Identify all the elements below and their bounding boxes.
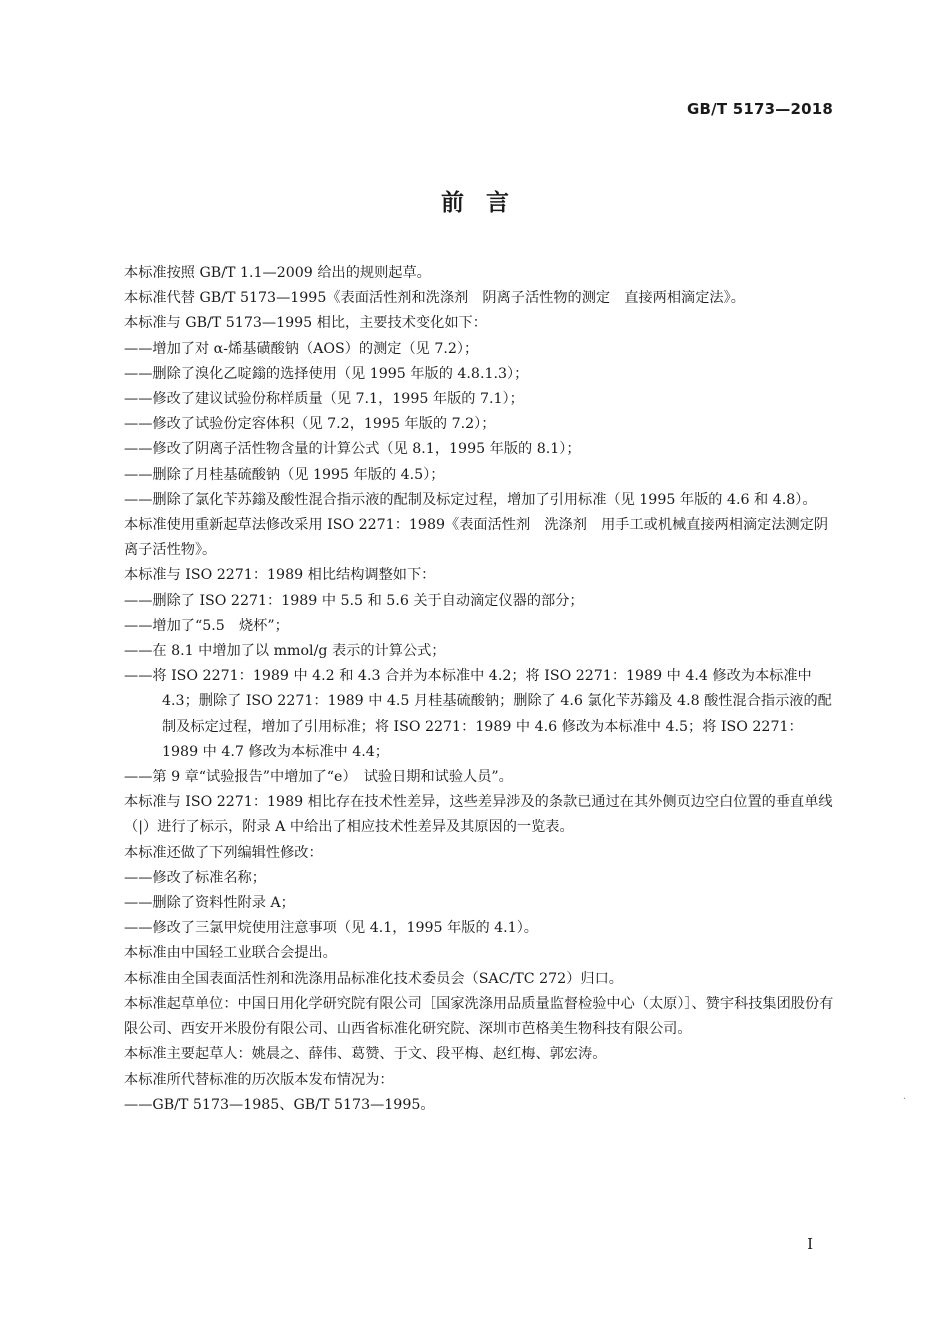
list-item: ——修改了建议试验份称样质量（见 7.1，1995 年版的 7.1）； bbox=[124, 391, 524, 408]
paragraph: 本标准与 ISO 2271：1989 相比结构调整如下： bbox=[124, 567, 436, 584]
list-item: ——删除了月桂基硫酸钠（见 1995 年版的 4.5）； bbox=[124, 466, 445, 483]
list-item: ——第 9 章“试验报告”中增加了“e） 试验日期和试验人员”。 bbox=[124, 769, 513, 786]
paragraph: 本标准还做了下列编辑性修改： bbox=[124, 844, 323, 861]
paragraph: 本标准按照 GB/T 1.1—2009 给出的规则起草。 bbox=[124, 265, 431, 281]
list-item: ——GB/T 5173—1985、GB/T 5173—1995。 bbox=[124, 1096, 435, 1113]
foreword-body bbox=[124, 261, 836, 1118]
list-item: ——增加了对 α-烯基磺酸钠（AOS）的测定（见 7.2）； bbox=[124, 340, 479, 357]
paragraph: 本标准起草单位：中国日用化学研究院有限公司［国家洗涤用品质量监督检验中心（太原）］、赞宇科技集团股份有限公司、西安开米股份有限公司、山西省标准化研究院、深圳市芭格美生物科技有限公司。 bbox=[124, 995, 834, 1038]
paragraph: 本标准由中国轻工业联合会提出。 bbox=[124, 945, 337, 962]
standard-code: GB/T 5173—2018 bbox=[687, 100, 833, 118]
paragraph: 本标准使用重新起草法修改采用 ISO 2271：1989《表面活性剂 洗涤剂 用手工或机械直接两相滴定法测定阴离子活性物》。 bbox=[124, 517, 829, 559]
list-item: ——删除了 ISO 2271：1989 中 5.5 和 5.6 关于自动滴定仪器的部分； bbox=[124, 592, 584, 609]
list-item: ——删除了氯化苄苏鎓及酸性混合指示液的配制及标定过程，增加了引用标准（见 1995 年版的 4.6 和 4.8）。 bbox=[124, 491, 817, 508]
scan-mark: · bbox=[902, 1094, 906, 1105]
paragraph: 本标准与 GB/T 5173—1995 相比，主要技术变化如下： bbox=[124, 315, 487, 332]
list-item: ——增加了“5.5 烧杯”； bbox=[124, 617, 289, 634]
list-item: ——修改了试验份定容体积（见 7.2，1995 年版的 7.2）； bbox=[124, 416, 496, 433]
list-item: ——修改了三氯甲烷使用注意事项（见 4.1，1995 年版的 4.1）。 bbox=[124, 920, 538, 937]
paragraph: 本标准由全国表面活性剂和洗涤用品标准化技术委员会（SAC/TC 272）归口。 bbox=[124, 970, 623, 987]
list-item: ——将 ISO 2271：1989 中 4.2 和 4.3 合并为本标准中 4.2；将 ISO 2271：1989 中 4.4 修改为本标准中 4.3；删除了 ISO 2271：1989 中 4.5 月桂基硫酸钠；删除了 4.6 氯化苄苏鎓及 4.8 酸性混合指示液的配制及标定过程，增加了引用标准；将 ISO 2271：1989 中 4.6 修改为本标准中 4.5；将 ISO 2271：1989 中 4.7 修改为本标准中 4.4； bbox=[124, 668, 832, 760]
list-item: ——修改了标准名称； bbox=[124, 869, 266, 886]
list-item: ——在 8.1 中增加了以 mmol/g 表示的计算公式； bbox=[124, 643, 446, 660]
paragraph: 本标准与 ISO 2271：1989 相比存在技术性差异，这些差异涉及的条款已通过在其外侧页边空白位置的垂直单线（|）进行了标示，附录 A 中给出了相应技术性差异及其原因的一览表。 bbox=[124, 794, 833, 836]
page-number: I bbox=[807, 1235, 813, 1253]
list-item: ——修改了阴离子活性物含量的计算公式（见 8.1，1995 年版的 8.1）； bbox=[124, 441, 581, 458]
paragraph: 本标准代替 GB/T 5173—1995《表面活性剂和洗涤剂 阴离子活性物的测定 直接两相滴定法》。 bbox=[124, 290, 745, 307]
page-title: 前言 bbox=[441, 190, 531, 216]
list-item: ——删除了溴化乙啶鎓的选择使用（见 1995 年版的 4.8.1.3）； bbox=[124, 365, 529, 382]
paragraph: 本标准主要起草人：姚晨之、薛伟、葛赞、于文、段平梅、赵红梅、郭宏涛。 bbox=[124, 1046, 607, 1063]
paragraph: 本标准所代替标准的历次版本发布情况为： bbox=[124, 1071, 394, 1088]
list-item: ——删除了资料性附录 A； bbox=[124, 895, 295, 912]
